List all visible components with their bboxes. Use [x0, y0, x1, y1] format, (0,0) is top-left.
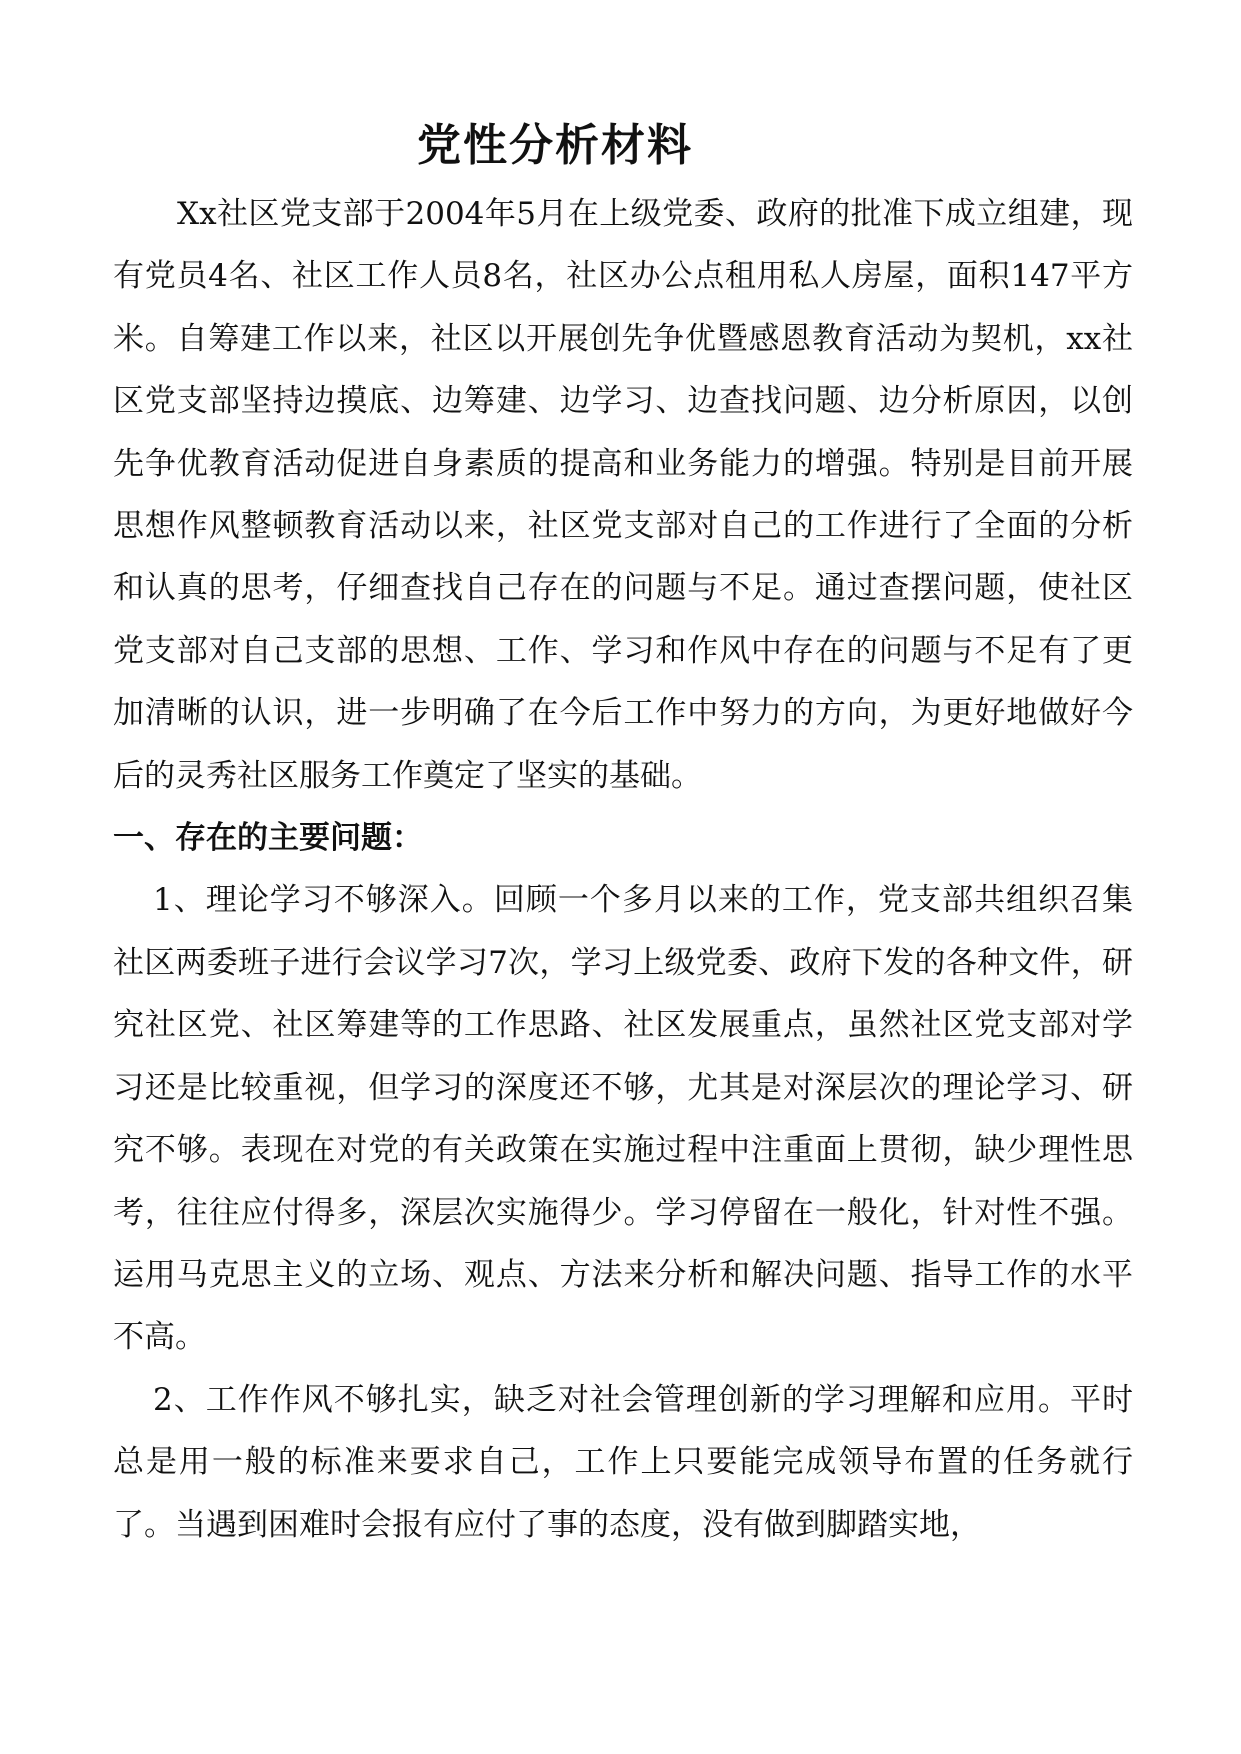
intro-paragraph: Xx社区党支部于2004年5月在上级党委、政府的批准下成立组建，现有党员4名、社区工作人员8名，社区办公点租用私人房屋，面积147平方米。自筹建工作以来，社区以开展创先争优暨感恩教育活动为契机，xx社区党支部坚持边摸底、边筹建、边学习、边查找问题、边分析原因，以创先争优教育活动促进自身素质的提高和业务能力的增强。特别是目前开展思想作风整顿教育活动以来，社区党支部对自己的工作进行了全面的分析和认真的思考，仔细查找自己存在的问题与不足。通过查摆问题，使社区党支部对自己支部的思想、工作、学习和作风中存在的问题与不足有了更加清晰的认识，进一步明确了在今后工作中努力的方向，为更好地做好今后的灵秀社区服务工作奠定了坚实的基础。 — [113, 196, 1133, 794]
document-body — [113, 183, 1133, 1556]
problem-item-1: 1、理论学习不够深入。回顾一个多月以来的工作，党支部共组织召集社区两委班子进行会议学习7次，学习上级党委、政府下发的各种文件，研究社区党、社区筹建等的工作思路、社区发展重点，虽然社区党支部对学习还是比较重视，但学习的深度还不够，尤其是对深层次的理论学习、研究不够。表现在对党的有关政策在实施过程中注重面上贯彻，缺少理性思考，往往应付得多，深层次实施得少。学习停留在一般化，针对性不强。运用马克思主义的立场、观点、方法来分析和解决问题、指导工作的水平不高。 — [113, 882, 1133, 1356]
document-title: 党性分析材料 — [417, 120, 693, 171]
problem-item-2: 2、工作作风不够扎实，缺乏对社会管理创新的学习理解和应用。平时总是用一般的标准来要求自己，工作上只要能完成领导布置的任务就行了。当遇到困难时会报有应付了事的态度，没有做到脚踏实地， — [113, 1381, 1133, 1543]
section-heading-main-problems: 一、存在的主要问题： — [113, 820, 423, 857]
